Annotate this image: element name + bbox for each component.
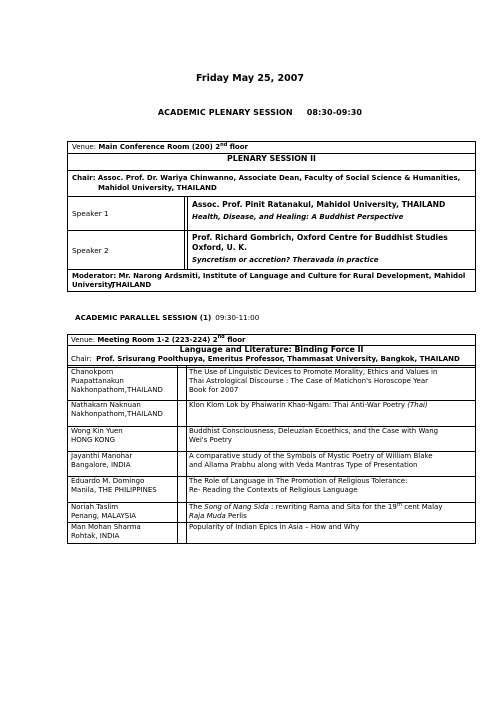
- plenary-session-time: 08:30-09:30: [306, 108, 363, 117]
- paper-2-title: Klon Klom Lok by Phaiwarin Khao-Ngam: Thai Anti-War Poetry (Thai): [189, 401, 428, 409]
- paper-5-title: The Role of Language in The Promotion of Religious Tolerance: Re- Reading the Contexts of Religious Language: [189, 477, 408, 495]
- paper-7-author: Man Mohan Sharma Rohtak, INDIA: [71, 523, 141, 541]
- moderator-line-2: THAILAND: [111, 281, 152, 289]
- paper-1-author: Chanokporn Puapattanakun Nakhonpathom,THAILAND: [71, 368, 163, 395]
- speaker-2-label: Speaker 2: [72, 246, 109, 255]
- page-date: Friday May 25, 2007: [196, 73, 304, 84]
- parallel-chair: Chair: Prof. Srisurang Poolthupya, Emeritus Professor, Thammasat University, Bangkok, THAILAND: [71, 355, 460, 363]
- paper-4-title: A comparative study of the Symbols of Mystic Poetry of William Blake and Allama Prabhu along with Veda Mantras Type of Presentation: [189, 452, 433, 470]
- plenary-session-heading: [0, 108, 500, 117]
- speaker-2-talk-title: Syncretism or accretion? Theravada in practice: [192, 256, 379, 264]
- parallel-session-time: 09:30-11:00: [215, 313, 260, 322]
- moderator-line-1: Moderator: Mr. Narong Ardsmiti, Institute of Language and Culture for Rural Development, Mahidol University,: [72, 272, 466, 290]
- plenary-chair-line-2: Mahidol University, THAILAND: [98, 184, 217, 192]
- parallel-session-title: ACADEMIC PARALLEL SESSION (1): [75, 313, 212, 322]
- paper-3-title: Buddhist Consciousness, Deleuzian Ecoethics, and the Case with Wang Wei's Poetry: [189, 427, 439, 445]
- speaker-1-name: Assoc. Prof. Pinit Ratanakul, Mahidol University, THAILAND: [192, 200, 446, 209]
- parallel-session-table: [67, 334, 476, 544]
- speaker-1-talk-title: Health, Disease, and Healing: A Buddhist Perspective: [192, 213, 404, 221]
- paper-4-author: Jayanthi Manohar Bangalore, INDIA: [71, 452, 133, 470]
- parallel-session-heading: [75, 313, 259, 322]
- parallel-venue: Venue: Meeting Room 1-2 (223-224) 2nd floor: [71, 334, 246, 344]
- paper-6-title: The Song of Nang Sida : rewriting Rama and Sita for the 19th cent Malay Raja Muda Perlis: [189, 502, 443, 521]
- plenary-venue: Venue: Main Conference Room (200) 2nd floor: [72, 142, 248, 151]
- paper-5-author: Eduardo M. Domingo Manila, THE PHILIPPINES: [71, 477, 157, 495]
- speaker-2-affiliation: Oxford, U. K.: [192, 242, 248, 252]
- paper-2-author: Nathakarn Naknuan Nakhonpathom,THAILAND: [71, 401, 163, 419]
- plenary-chair-line-1: Chair: Assoc. Prof. Dr. Wariya Chinwanno, Associate Dean, Faculty of Social Science & Humanities,: [72, 174, 461, 182]
- plenary-session-table: [67, 141, 476, 292]
- speaker-2-name: Prof. Richard Gombrich, Oxford Centre for Buddhist Studies: [192, 233, 448, 242]
- parallel-session-name: Language and Literature: Binding Force II: [179, 345, 364, 354]
- speaker-1-label: Speaker 1: [72, 209, 109, 218]
- paper-3-author: Wong Kin Yuen HONG KONG: [71, 427, 123, 445]
- paper-6-author: Noriah Taslim Penang, MALAYSIA: [71, 503, 137, 521]
- plenary-session-name: PLENARY SESSION II: [227, 154, 316, 163]
- paper-1-title: The Use of Linguistic Devices to Promote Morality, Ethics and Values in Thai Astrological Discourse : The Case of Matichon's Horoscope Year Book for 2007: [189, 368, 438, 395]
- plenary-session-title: ACADEMIC PLENARY SESSION: [157, 108, 293, 117]
- paper-7-title: Popularity of Indian Epics in Asia – How and Why: [189, 523, 360, 531]
